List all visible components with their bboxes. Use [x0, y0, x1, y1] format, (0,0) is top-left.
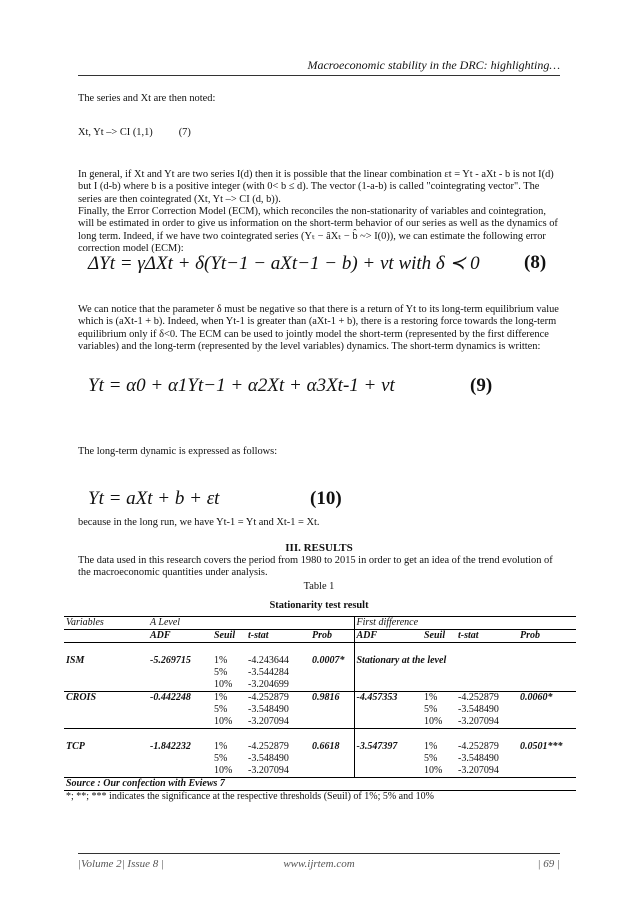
- row-fd-seuil: 5%: [424, 704, 438, 715]
- row-fd-note: Stationary at the level: [354, 655, 576, 667]
- paragraph-6: The long-term dynamic is expressed as follows:: [78, 446, 278, 457]
- footer-rule: [78, 853, 560, 854]
- row-tstat: -4.252879: [246, 692, 310, 705]
- row-fd-prob: 0.0501***: [520, 741, 563, 752]
- header-first-difference: First difference: [354, 617, 576, 630]
- row-fd-tstat: -4.252879: [458, 741, 499, 752]
- row-tstat: -4.252879: [248, 741, 289, 752]
- row-tstat: -3.548490: [248, 753, 289, 764]
- table-sub-header-row: [64, 630, 576, 643]
- paragraph-1: The series and Xt are then noted:: [78, 93, 216, 104]
- paragraph-5: We can notice that the parameter δ must be negative so that there is a return of Yt to its long-term equilibrium value which is (aXt-1 + b). Indeed, when Yt-1 is greater than (aXt-1 + b), there is a restoring force towards the long-term equilibrium only if δ<0. The ECM can be used to jointly model the short-term (represented by the first difference variables) and the long-term (represented by the level variables) dynamics. The short-term dynamics is written:: [78, 304, 559, 353]
- row-tstat: -3.548490: [248, 704, 289, 715]
- sub-header-fd-seuil: Seuil: [422, 630, 456, 643]
- equation-9-number: (9): [470, 375, 493, 396]
- row-fd-tstat: -3.548490: [458, 704, 499, 715]
- header-variables: Variables: [64, 617, 148, 630]
- equation-8: ΔYt = γΔXt + δ(Yt−1 − aXt−1 − b) + νt with δ ≺ 0: [88, 253, 480, 274]
- footer-page-number: | 69 |: [537, 858, 560, 870]
- footer-site-link[interactable]: www.ijrtem.com: [283, 858, 355, 870]
- row-prob: 0.0007*: [312, 655, 345, 666]
- paragraph-3: In general, if Xt and Yt are two series I(d) then it is possible that the linear combination εt = Yt - aXt - b is not I(d) but I (d-b) where b is a positive integer (with 0< b ≤ d). The vector (1-a-b) is called "cointegrating vector". The series are then cointegrated (Xt, Yt –> CI (d, b)).: [78, 169, 554, 205]
- table-row: [64, 741, 576, 753]
- header-rule: [78, 75, 560, 76]
- row-tstat: -4.243644: [248, 655, 289, 666]
- row-fd-seuil: 5%: [424, 753, 438, 764]
- table-note: *; **; *** indicates the significance at the respective thresholds (Seuil) of 1%; 5% and 10%: [66, 791, 434, 802]
- row-adf: -1.842232: [150, 741, 191, 752]
- table-row: [64, 655, 576, 667]
- row-variable: TCP: [66, 741, 85, 752]
- table-source-row: [64, 778, 576, 791]
- row-adf: -0.442248: [148, 692, 212, 705]
- table-note-row: [64, 791, 576, 804]
- stationarity-table: [64, 616, 576, 803]
- row-tstat: -3.204699: [248, 679, 289, 690]
- equation-9: Yt = α0 + α1Yt−1 + α2Xt + α3Xt-1 + νt: [88, 375, 395, 396]
- sub-header-fd-tstat: t-stat: [456, 630, 518, 643]
- table-row: [64, 679, 576, 692]
- row-prob: 0.6618: [312, 741, 340, 752]
- paragraph-8: The data used in this research covers the period from 1980 to 2015 in order to get an idea of the trend evolution of the macroeconomic quantities under analysis.: [78, 555, 553, 579]
- header-a-level: A Level: [148, 617, 354, 630]
- row-seuil: 1%: [212, 692, 246, 705]
- row-fd-prob: 0.0060*: [518, 692, 576, 705]
- row-variable: CROIS: [64, 692, 148, 705]
- sub-header-tstat: t-stat: [246, 630, 310, 643]
- table-row: [64, 765, 576, 778]
- row-tstat: -3.207094: [246, 716, 310, 729]
- row-tstat: -3.207094: [246, 765, 310, 778]
- sub-header-prob: Prob: [310, 630, 354, 643]
- row-fd-seuil: 1%: [424, 741, 438, 752]
- sub-header-seuil: Seuil: [212, 630, 246, 643]
- table-label: Table 1: [303, 581, 335, 592]
- equation-8-number: (8): [524, 252, 547, 273]
- table-title: Stationarity test result: [269, 600, 369, 611]
- row-fd-adf: -3.547397: [354, 741, 422, 753]
- paragraph-2: Xt, Yt –> CI (1,1) (7): [78, 127, 191, 138]
- row-fd-tstat: -3.548490: [458, 753, 499, 764]
- row-seuil: 5%: [214, 704, 228, 715]
- table-group-header-row: [64, 617, 576, 630]
- equation-10-number: (10): [310, 488, 342, 509]
- row-adf: -5.269715: [150, 655, 191, 666]
- table-row: [64, 704, 576, 716]
- row-seuil: 5%: [214, 667, 228, 678]
- table-row: [64, 716, 576, 729]
- sub-header-fd-adf: ADF: [354, 630, 422, 643]
- row-fd-seuil: 10%: [422, 765, 456, 778]
- paragraph-4: Finally, the Error Correction Model (ECM), which reconciles the non-stationarity of variables and cointegration, will be estimated in order to give us information on the short-term behavior of our series as well as the dynamics of long term. Indeed, if we have two cointegrated series (Yₜ − âXₜ − b̂ ~> I(0)), we can estimate the following error correction model (ECM):: [78, 206, 558, 255]
- row-seuil: 5%: [214, 753, 228, 764]
- row-fd-tstat: -4.252879: [456, 692, 518, 705]
- table-row: [64, 692, 576, 705]
- equation-10: Yt = aXt + b + εt: [88, 488, 220, 509]
- row-fd-adf: -4.457353: [354, 692, 422, 705]
- table-row: [64, 667, 576, 679]
- paragraph-7: because in the long run, we have Yt-1 = Yt and Xt-1 = Xt.: [78, 517, 320, 528]
- row-tstat: -3.544284: [248, 667, 289, 678]
- row-prob: 0.9816: [310, 692, 354, 705]
- footer-volume: |Volume 2| Issue 8 |: [78, 858, 165, 870]
- sub-header-adf: ADF: [148, 630, 212, 643]
- row-seuil: 1%: [214, 741, 228, 752]
- row-fd-tstat: -3.207094: [456, 716, 518, 729]
- sub-header-fd-prob: Prob: [518, 630, 576, 643]
- row-seuil: 10%: [212, 765, 246, 778]
- row-fd-tstat: -3.207094: [456, 765, 518, 778]
- running-title: Macroeconomic stability in the DRC: highlighting…: [307, 58, 560, 72]
- row-seuil: 10%: [214, 679, 233, 690]
- row-fd-seuil: 1%: [422, 692, 456, 705]
- section-heading: III. RESULTS: [285, 542, 353, 554]
- row-fd-seuil: 10%: [422, 716, 456, 729]
- row-variable: ISM: [66, 655, 85, 666]
- table-row: [64, 753, 576, 765]
- table-source: Source : Our confection with Eviews 7: [64, 778, 576, 791]
- row-seuil: 10%: [212, 716, 246, 729]
- row-seuil: 1%: [214, 655, 228, 666]
